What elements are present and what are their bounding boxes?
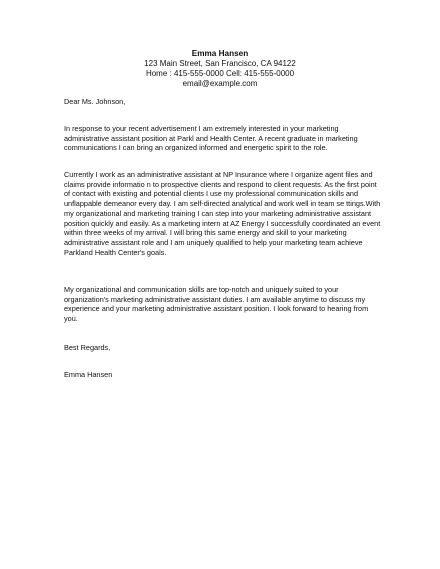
paragraph-text: In response to your recent advertisement I am extremely interested in your marketing administrative assistant position at Parkl and Health Center. A recent graduate in marketing communications I can bring an organized informed and energetic spirit to the role. — [64, 124, 358, 153]
sender-phones: Home : 415-555-0000 Cell: 415-555-0000 — [145, 69, 295, 78]
paragraph-closing — [64, 285, 382, 324]
salutation: Dear Ms. Johnson, — [64, 97, 126, 106]
sender-name: Emma Hansen — [191, 49, 249, 58]
sender-address: 123 Main Street, San Francisco, CA 94122 — [144, 59, 296, 68]
paragraph-intro — [64, 124, 382, 153]
paragraph-text: Currently I work as an administrative assistant at NP Insurance where I organize agent files and claims provide informatio n to prospective clients and respond to client requests. As the first point of contact with existing and potential clients I use my professional communication skills and unflappable demeanor every day. I am self-directed analytical and work well in team se ttings.With my organizational and marketing training I can step into your marketing administrative assistant position quickly and easily. As a marketing intern at AZ Energy I successfully coordinated an event within three weeks of my arrival. I will bring this same energy and skill to your marketing administrative assistant role and I am uniquely qualified to help your marketing team achieve Parkland Health Center's goals. — [64, 170, 381, 257]
paragraph-experience — [64, 170, 382, 257]
closing-line: Best Regards, — [64, 343, 111, 352]
paragraph-text: My organizational and communication skills are top-notch and uniquely suited to your organization's marketing administrative assistant duties. I am available anytime to discuss my experience and your marketing administrative assistant position. I look forward to hearing from you. — [64, 285, 369, 324]
sender-email: email@example.com — [182, 79, 258, 88]
signature-name: Emma Hansen — [64, 370, 113, 379]
sender-header — [0, 49, 440, 89]
